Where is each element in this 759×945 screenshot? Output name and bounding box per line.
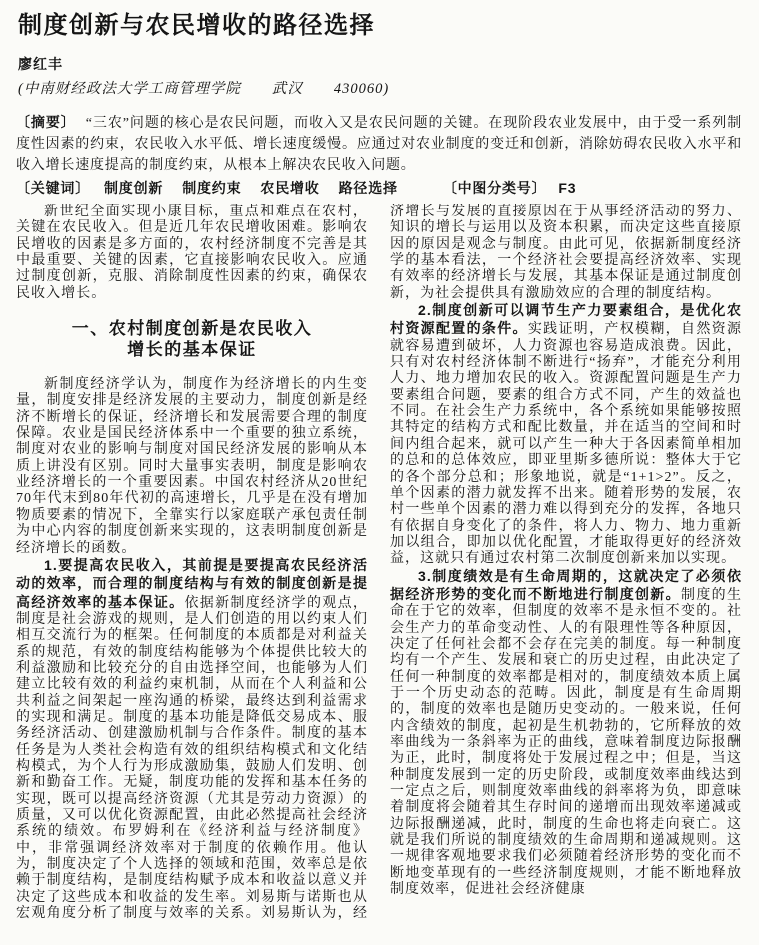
section-1-heading-line-1: 一、农村制度创新是农民收入 bbox=[71, 319, 313, 339]
section-1-heading bbox=[16, 318, 368, 360]
point-2-text: 实践证明，产权模糊，自然资源就容易遭到破坏，人力资源也容易造成浪费。因此，只有对农村经济体制不断进行“扬弃”，才能充分利用人力、地力增加农民的收入。资源配置问题是生产力要素组合问题，要素的组合方式不同，产生的效益也不同。在社会生产力系统中，各个系统如果能够按照其特定的结构方式和配比数量，并在适当的空间和时间内组合起来，就可以产生一种大于各因素简单相加的总和的总体效应，即亚里斯多德所说：整体大于它的各个部分总和；形象地说，就是“1+1>2”。反之，单个因素的潜力就发挥不出来。随着形势的发展，农村一些单个因素的潜力难以得到充分的发挥，各地只有依据自身变化了的条件，将人力、物力、地力重新加以组合，即加以优化配置，才能取得更好的经济效益，这就只有通过农村第二次制度创新来加以实现。 bbox=[390, 322, 742, 567]
point-1-text: 依据新制度经济学的观点，制度是社会游戏的规则，是人们创造的用以约束人们相互交流行为的框架。任何制度的本质都是对利益关系的规范，有效的制度结构能够为个体提供比较大的利益激励和比较充分的自由选择空间，也能够为人们建立比较有效的利益约束机制，从而在个人利益和公共利益之间架起一座沟通的桥梁，最终达到利益需求的实现和满足。制度的基本功能是降低交易成本、服务经济活动、创建激励机制与合作条件。制度的基本任务是为人类社会构造有效的组织结构模式和文化结构模式，为个人行为形成激励集，鼓励人们发明、创新和勤奋工作。无疑，制度功能的发挥和基本任务的实现，既可以提高经济资源（尤其是劳动力资源）的质量，又可以优化资源配置，由此必然提高社会经济系统的绩效。布罗姆利在《经济利益与经济制度》中，非常强调经济效率对于制度的依赖作用。他认为，制度决定了个人选择的领域和范围，效率总是依赖于制度结构，是制度结构赋予成本和收益以意义并决定了这些成本和收益的发生率。刘易斯与诺斯也从宏观角度分析了制度与效率的关系。刘易斯认为，经济增长与发展的直接原因在于从事经济活动的努力、知识的增长与运用以及资本积累，而决定这些直接原因的原因是观念与制度。由此可见，依据新制度经济学的基本看法，一个经济社会要提高经济效率、实现有效率的经济增长与发展，其基本保证是通过制度创新，为社会提供具有激励效应的合理的制度结构。 bbox=[16, 204, 742, 922]
keywords-label: 〔关键词〕 bbox=[16, 180, 90, 196]
keyword-4: 路径选择 bbox=[338, 180, 398, 196]
paper-title: 制度创新与农民增收的路径选择 bbox=[18, 12, 375, 39]
intro-paragraph: 新世纪全面实现小康目标，重点和难点在农村，关键在农民收入。但是近几年农民增收困难。影响农民增收的因素是多方面的，农村经济制度不完善是其中最重要、关键的因素，它直接影响农民收入。应通过制度创新，克服、消除制度性因素的约束，确保农民收入增长。 bbox=[16, 204, 368, 301]
point-1-lead: 1.要提高农民收入，其前提是要提高农民经济活动的效率，而合理的制度结构与有效的制度创新是提高经济效率的基本保证。 bbox=[16, 556, 368, 610]
article-body-columns bbox=[16, 204, 742, 925]
point-3-lead: 3.制度绩效是有生命周期的，这就决定了必须依据经济形势的变化而不断地进行制度创新。 bbox=[390, 567, 742, 602]
section-1-heading-line-2: 增长的基本保证 bbox=[127, 340, 257, 360]
clc-code: F3 bbox=[558, 180, 577, 196]
keyword-1: 制度创新 bbox=[104, 180, 164, 196]
point-2-lead: 2.制度创新可以调节生产力要素组合，是优化农村资源配置的条件。 bbox=[390, 302, 742, 337]
clc-label: 〔中图分类号〕 bbox=[442, 180, 547, 196]
section-1-opening-paragraph: 新制度经济学认为，制度作为经济增长的内生变量，制度安排是经济发展的主要动力，制度创新是经济不断增长的保证，经济增长和发展需要合理的制度保障。农业是国民经济体系中一个重要的独立系统，制度对农业的影响与制度对国民经济发展的影响从本质上讲没有区别。同时大量事实表明，制度是影响农业经济增长的一个重要因素。中国农村经济从20世纪70年代末到80年代初的高速增长，几乎是在没有增加物质要素的情况下，全靠实行以家庭联产承包责任制为中心内容的制度创新来实现的，这表明制度创新是经济增长的函数。 bbox=[16, 377, 368, 556]
author-affiliation: (中南财经政法大学工商管理学院 武汉 430060) bbox=[18, 81, 390, 97]
keyword-3: 农民增收 bbox=[260, 180, 320, 196]
point-2-paragraph bbox=[390, 302, 742, 568]
point-3-text: 制度的生命在于它的效率，但制度的效率不是永恒不变的。社会生产力的革命变动性、人的有限理性等各种原因，决定了任何社会都不会存在完美的制度。每一种制度均有一个产生、发展和衰亡的历史过程，由此决定了任何一种制度的效率都是相对的，制度绩效本质上属于一个历史动态的范畴。因此，制度是有生命周期的，制度的效率也是随历史变动的。一般来说，任何内含绩效的制度，起初是生机勃勃的，它所释放的效率曲线为一条斜率为正的曲线，意味着制度边际报酬为正，此时，制度将处于发展过程之中；但是，当这种制度发展到一定的历史阶段，或制度效率曲线达到一定点之后，则制度效率曲线的斜率将为负，即意味着制度将会随着其生存时间的递增而出现效率递减或边际报酬递减，此时，制度的生命也将走向衰亡。这就是我们所说的制度绩效的生命周期和递减规则。这一规律客观地要求我们必须随着经济形势的变化而不断地变革现有的一些经济制度规则，才能不断地释放制度效率，促进社会经济健康 bbox=[390, 587, 742, 898]
keywords-row bbox=[16, 178, 742, 198]
point-3-paragraph bbox=[390, 568, 742, 899]
abstract-block bbox=[16, 112, 742, 176]
abstract-label: 〔摘要〕 bbox=[16, 114, 76, 130]
keyword-2: 制度约束 bbox=[182, 180, 242, 196]
author-name: 廖红丰 bbox=[18, 58, 63, 73]
abstract-text: “三农”问题的核心是农民问题，而收入又是农民问题的关键。在现阶段农业发展中，由于受一系列制度性因素的约束，农民收入水平低、增长速度缓慢。应通过对农业制度的变迁和创新，消除妨碍农民收入水平和收入增长速度提高的制度约束，从根本上解决农民收入问题。 bbox=[16, 116, 742, 173]
